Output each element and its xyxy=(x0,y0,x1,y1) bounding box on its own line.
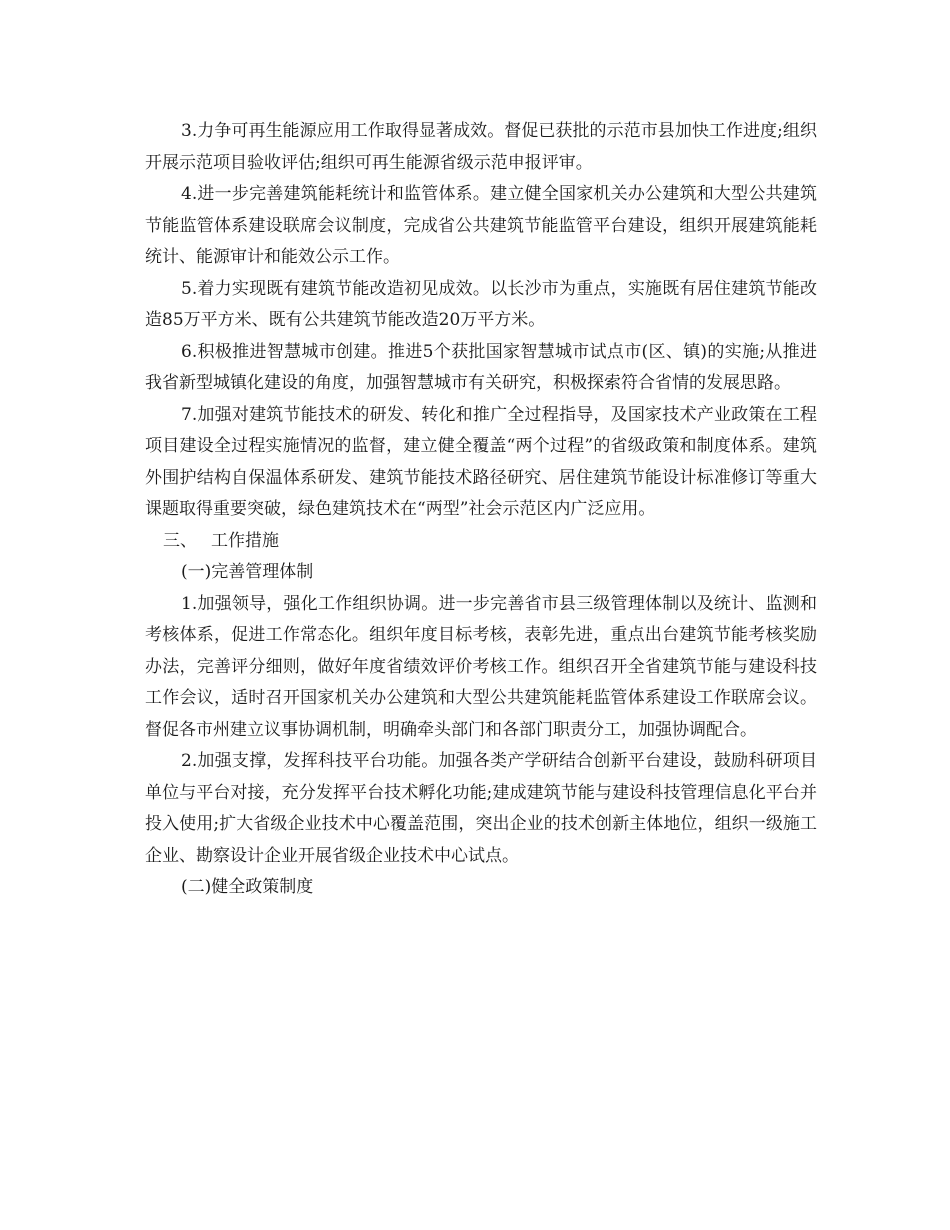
section-number: 三、 xyxy=(163,530,197,551)
subsection-heading-2: (二)健全政策制度 xyxy=(181,877,314,897)
measure-paragraph-2: 2.加强支撑，发挥科技平台功能。加强各类产学研结合创新平台建设，鼓励科研项目单位与平台对接，充分发挥平台技术孵化功能;建成建筑节能与建设科技管理信息化平台并投入使用;扩大省级企业技术中心覆盖范围，突出企业的技术创新主体地位，组织一级施工企业、勘察设计企业开展省级企业技术中心试点。 xyxy=(145,751,817,866)
paragraph-item-4: 4.进一步完善建筑能耗统计和监管体系。建立健全国家机关办公建筑和大型公共建筑节能监管体系建设联席会议制度，完成省公共建筑节能监管平台建设，组织开展建筑能耗统计、能源审计和能效公示工作。 xyxy=(145,184,817,267)
paragraph-item-7: 7.加强对建筑节能技术的研发、转化和推广全过程指导，及国家技术产业政策在工程项目建设全过程实施情况的监督，建立健全覆盖“两个过程”的省级政策和制度体系。建筑外围护结构自保温体系研发、建筑节能技术路径研究、居住建筑节能设计标准修订等重大课题取得重要突破，绿色建筑技术在“两型”社会示范区内广泛应用。 xyxy=(145,404,817,519)
section-title: 工作措施 xyxy=(211,530,279,551)
paragraph-item-5: 5.着力实现既有建筑节能改造初见成效。以长沙市为重点，实施既有居住建筑节能改造85万平方米、既有公共建筑节能改造20万平方米。 xyxy=(145,278,817,330)
section-heading xyxy=(145,526,817,558)
measure-paragraph-1: 1.加强领导，强化工作组织协调。进一步完善省市县三级管理体制以及统计、监测和考核体系，促进工作常态化。组织年度目标考核，表彰先进，重点出台建筑节能考核奖励办法，完善评分细则，做好年度省绩效评价考核工作。组织召开全省建筑节能与建设科技工作会议，适时召开国家机关办公建筑和大型公共建筑能耗监管体系建设工作联席会议。督促各市州建立议事协调机制，明确牵头部门和各部门职责分工，加强协调配合。 xyxy=(145,593,817,740)
document-body xyxy=(145,116,817,904)
paragraph-item-6: 6.积极推进智慧城市创建。推进5个获批国家智慧城市试点市(区、镇)的实施;从推进我省新型城镇化建设的角度，加强智慧城市有关研究，积极探索符合省情的发展思路。 xyxy=(145,341,817,393)
paragraph-item-3: 3.力争可再生能源应用工作取得显著成效。督促已获批的示范市县加快工作进度;组织开展示范项目验收评估;组织可再生能源省级示范申报评审。 xyxy=(145,121,817,173)
subsection-heading-1: (一)完善管理体制 xyxy=(181,562,314,582)
